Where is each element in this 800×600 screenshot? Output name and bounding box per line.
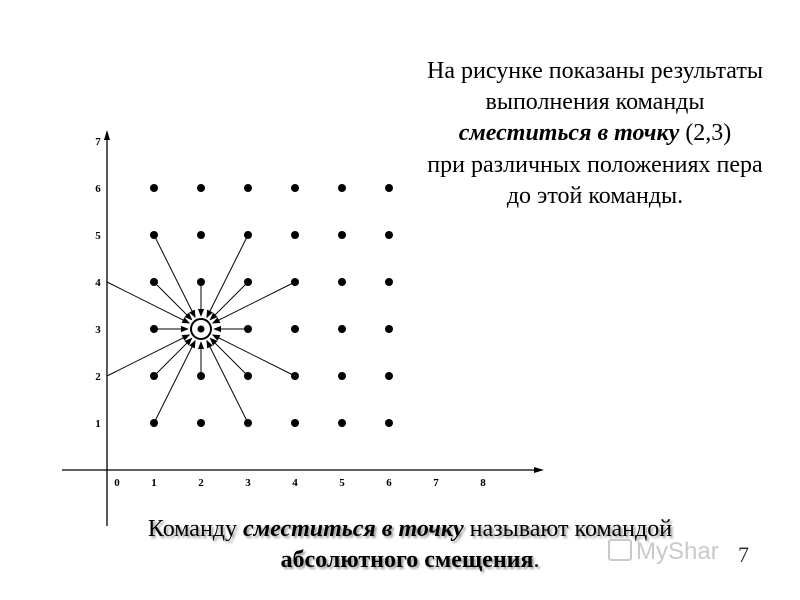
slide-number: 7: [738, 542, 749, 567]
arrow-13: [213, 335, 295, 376]
dot-1-6: [150, 184, 158, 192]
x-tick-1: 1: [151, 477, 157, 489]
x-axis-arrow: [534, 467, 544, 473]
dot-3-2: [244, 372, 252, 380]
dot-2-2: [197, 372, 205, 380]
description-line-1: На рисунке показаны результаты: [427, 58, 763, 84]
arrow-3: [207, 235, 248, 317]
watermark: [608, 538, 719, 566]
dot-2-6: [197, 184, 205, 192]
arrow-15: [207, 341, 248, 423]
arrow-0: [107, 282, 189, 323]
y-tick-1: 1: [95, 418, 101, 430]
y-tick-6: 6: [95, 183, 101, 195]
arrow-1: [107, 335, 189, 376]
dot-1-3: [150, 325, 158, 333]
caption-period: .: [533, 547, 540, 574]
arrow-10: [154, 338, 192, 376]
x-tick-2: 2: [198, 477, 204, 489]
arrow-7: [213, 282, 295, 323]
dot-3-1: [244, 419, 252, 427]
y-tick-7: 7: [95, 136, 101, 148]
dot-2-5: [197, 231, 205, 239]
watermark-icon: [608, 539, 632, 561]
x-tick-8: 8: [480, 477, 486, 489]
dot-2-1: [197, 419, 205, 427]
command-name: сместиться в точку: [458, 120, 680, 147]
dot-1-2: [150, 372, 158, 380]
dot-5-6: [338, 184, 346, 192]
dot-6-3: [385, 325, 393, 333]
dot-1-5: [150, 231, 158, 239]
arrow-4: [154, 282, 192, 320]
dot-3-5: [244, 231, 252, 239]
dot-5-2: [338, 372, 346, 380]
dot-3-6: [244, 184, 252, 192]
y-tick-5: 5: [95, 230, 101, 242]
dot-2-4: [197, 278, 205, 286]
dot-4-5: [291, 231, 299, 239]
y-axis-arrow: [104, 130, 110, 140]
grid-dots: [150, 184, 393, 427]
dot-3-3: [244, 325, 252, 333]
x-tick-5: 5: [339, 477, 345, 489]
dot-5-3: [338, 325, 346, 333]
description-text: [400, 56, 790, 212]
description-line-2: выполнения команды: [485, 89, 705, 116]
x-tick-3: 3: [245, 477, 251, 489]
dot-4-3: [291, 325, 299, 333]
x-tick-6: 6: [386, 477, 392, 489]
caption-command-name: сместиться в точку: [243, 516, 464, 542]
y-tick-4: 4: [95, 277, 101, 289]
dot-4-6: [291, 184, 299, 192]
dot-1-1: [150, 419, 158, 427]
dot-3-4: [244, 278, 252, 286]
caption-term: абсолютного смещения: [280, 547, 534, 574]
arrow-2: [154, 235, 195, 317]
description-line-3: [400, 118, 790, 149]
y-tick-3: 3: [95, 324, 101, 336]
x-tick-4: 4: [292, 477, 298, 489]
arrow-6: [210, 282, 248, 320]
dot-4-1: [291, 419, 299, 427]
arrow-12: [210, 338, 248, 376]
description-line-4: при различных положениях пера: [427, 151, 763, 178]
target-point: [191, 319, 211, 339]
dot-5-4: [338, 278, 346, 286]
x-tick-0: 0: [114, 477, 120, 489]
dot-5-1: [338, 419, 346, 427]
dot-5-5: [338, 231, 346, 239]
dot-6-4: [385, 278, 393, 286]
dot-6-5: [385, 231, 393, 239]
dot-1-4: [150, 278, 158, 286]
dot-6-1: [385, 419, 393, 427]
command-argument: (2,3): [679, 120, 732, 147]
dot-6-6: [385, 184, 393, 192]
x-tick-7: 7: [433, 477, 439, 489]
y-tick-2: 2: [95, 371, 101, 383]
caption-part-3: называют командой: [463, 516, 673, 542]
dot-4-4: [291, 278, 299, 286]
watermark-text: MyShar: [636, 538, 719, 565]
target-dot: [198, 326, 205, 333]
dot-6-2: [385, 372, 393, 380]
arrow-14: [154, 341, 195, 423]
caption-part-1: Команду: [147, 516, 244, 542]
dot-4-2: [291, 372, 299, 380]
description-line-5: до этой команды.: [506, 182, 684, 209]
